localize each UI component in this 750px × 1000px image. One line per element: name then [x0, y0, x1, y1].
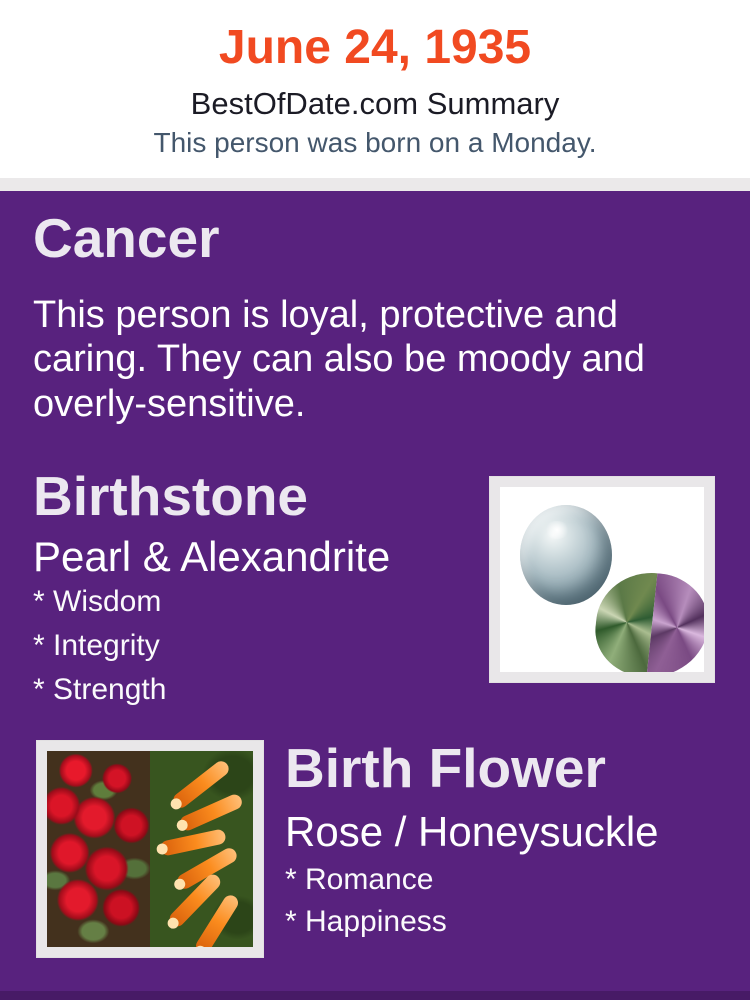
born-on-weekday-text: This person was born on a Monday.	[153, 127, 597, 158]
header	[0, 0, 750, 178]
footer-strip	[0, 991, 750, 1000]
birthstone-image-inner	[500, 487, 704, 672]
birthstone-title: Birthstone	[33, 465, 308, 527]
birth-flower-image-inner	[47, 751, 253, 947]
birth-flower-image	[37, 741, 263, 957]
birth-flower-title: Birth Flower	[285, 737, 606, 799]
honeysuckle-trumpet-shape	[159, 828, 227, 856]
date-title: June 24, 1935	[218, 21, 532, 74]
roses-image	[47, 751, 150, 947]
birth-flower-split	[47, 751, 253, 947]
birth-flower-names: Rose / Honeysuckle	[285, 808, 659, 855]
birthstone-trait: * Integrity	[33, 629, 160, 662]
honeysuckle-image	[150, 751, 253, 947]
birthstone-names: Pearl & Alexandrite	[33, 533, 391, 580]
pearl-image	[520, 505, 612, 605]
zodiac-sign-title: Cancer	[33, 207, 220, 269]
zodiac-description: This person is loyal, protective and caring. They can also be moody and overly-sensitive.	[33, 294, 645, 425]
birthstone-trait: * Strength	[33, 673, 167, 706]
birthstone-image	[490, 477, 714, 682]
divider-strip	[0, 178, 750, 191]
birth-flower-trait: * Romance	[285, 863, 434, 896]
summary-panel	[0, 191, 750, 1000]
alexandrite-image	[591, 567, 704, 672]
birthstone-trait: * Wisdom	[33, 585, 162, 618]
site-summary-title: BestOfDate.com Summary	[190, 86, 560, 121]
birth-flower-trait: * Happiness	[285, 905, 447, 938]
alexandrite-cut-half	[647, 573, 704, 672]
alexandrite-raw-half	[591, 567, 658, 672]
